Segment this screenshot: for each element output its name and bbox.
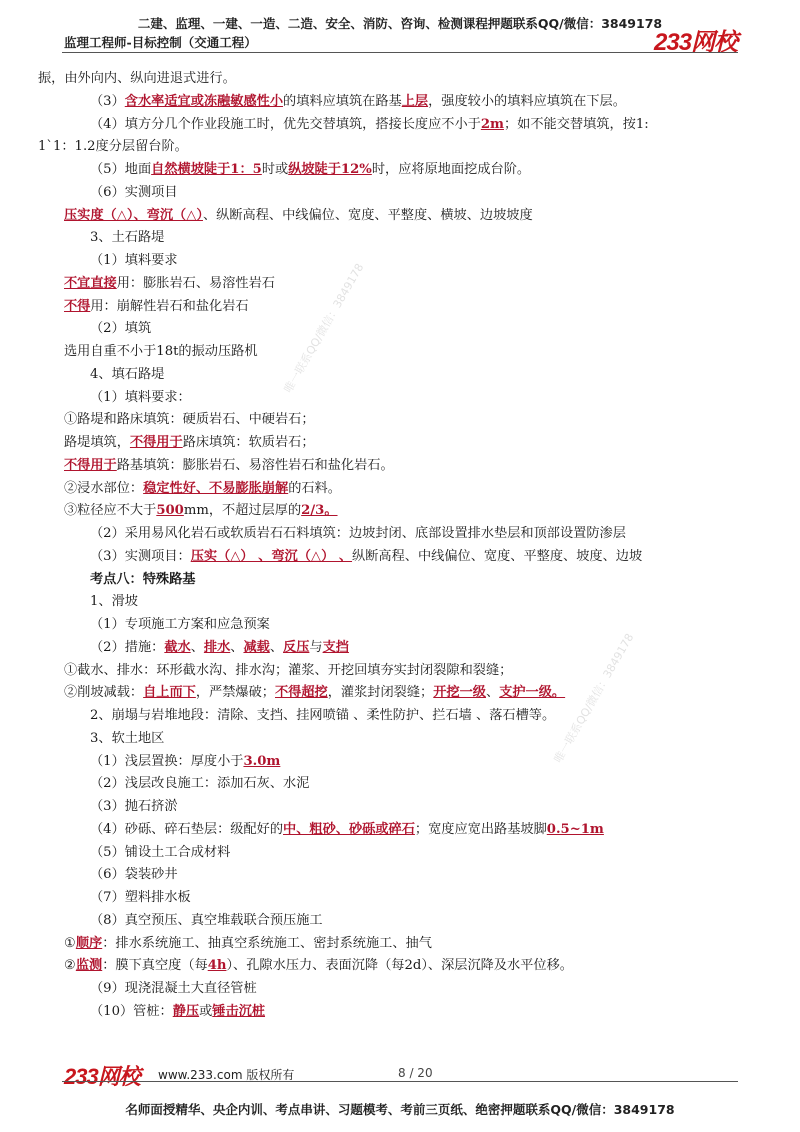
text-line: （2）填筑 <box>90 321 152 337</box>
text-line: （6）实测项目 <box>90 184 178 200</box>
text-line: （2）采用易风化岩石或软质岩石石料填筑：边坡封闭、底部设置排水垫层和顶部设置防渗层 <box>90 526 626 541</box>
highlight-text: 顺序 <box>75 935 103 951</box>
highlight-text: 2m <box>480 116 504 132</box>
highlight-text: 稳定性好、不易膨胀崩解 <box>143 480 289 496</box>
highlight-text: 反压 <box>283 639 310 655</box>
highlight-text: 不宜直接 <box>64 275 117 291</box>
text-line: ②监测：膜下真空度（每4h）、孔隙水压力、表面沉降（每2d）、深层沉降及水平位移。 <box>64 958 573 974</box>
highlight-text: 0.5~1m <box>546 821 604 837</box>
text-line: （1）填料要求： <box>90 389 191 405</box>
text-line: ①顺序：排水系统施工、抽真空系统施工、密封系统施工、抽气 <box>64 935 432 951</box>
highlight-text: 自上而下 <box>143 685 196 701</box>
page-header <box>0 0 800 60</box>
text-line: （6）袋装砂井 <box>90 867 178 883</box>
text-line: （5）地面自然横坡陡于1：5时或纵坡陡于12%时，应将原地面挖成台阶。 <box>90 162 531 177</box>
text-line: （2）浅层改良施工：添加石灰、水泥 <box>90 776 310 792</box>
text-line: ①截水、排水：环形截水沟、排水沟；灌浆、开挖回填夯实封闭裂隙和裂缝； <box>64 662 513 678</box>
text-line: （8）真空预压、真空堆载联合预压施工 <box>90 912 323 928</box>
text-line: （1）填料要求 <box>90 253 178 268</box>
highlight-text: 排水 <box>203 639 231 655</box>
highlight-text: 纵坡陡于12% <box>288 162 372 177</box>
text-line: ①路堤和路床填筑：硬质岩石、中硬岩石； <box>64 412 315 428</box>
highlight-text: 压实度（△）、弯沉（△） <box>64 207 203 223</box>
text-line: （5）铺设土工合成材料 <box>90 844 231 860</box>
section-heading: 2、崩塌与岩堆地段：清除、支挡、挂网喷锚 、柔性防护、拦石墙 、落石槽等。 <box>90 708 556 723</box>
highlight-text: 静压 <box>172 1003 200 1019</box>
section-heading: 1、滑坡 <box>90 594 138 610</box>
text-line: （2）措施：截水、排水、减载、反压与支挡 <box>90 639 349 655</box>
highlight-text: 中、粗砂、砂砾或碎石 <box>283 821 415 837</box>
text-line: 不得用于路基填筑：膨胀岩石、易溶性岩石和盐化岩石。 <box>64 457 394 473</box>
section-heading: 3、土石路堤 <box>90 230 165 246</box>
section-heading: 4、填石路堤 <box>90 366 165 382</box>
header-divider <box>62 52 738 53</box>
topic-heading: 考点八：特殊路基 <box>90 571 196 587</box>
text-line: （4）砂砾、碎石垫层：级配好的中、粗砂、砂砾或碎石；宽度应宽出路基坡脚0.5~1m <box>90 821 604 837</box>
text-line: 振，由外向内、纵向进退式进行。 <box>38 71 236 86</box>
copyright-text: www.233.com 版权所有 <box>158 1068 295 1082</box>
highlight-text: 4h <box>207 958 227 974</box>
highlight-text: 不得 <box>64 298 91 314</box>
text-line: （7）塑料排水板 <box>90 890 191 905</box>
section-heading: 3、软土地区 <box>90 730 165 746</box>
text-line: 不宜直接用：膨胀岩石、易溶性岩石 <box>64 275 275 291</box>
text-line: （4）填方分几个作业段施工时，优先交替填筑，搭接长度应不小于2m；如不能交替填筑，按1: <box>90 116 649 132</box>
text-line: 选用自重不小于18t的振动压路机 <box>64 344 258 359</box>
highlight-text: 减载 <box>243 639 270 655</box>
footer-promo: 名师面授精华、央企内训、考点串讲、习题模考、考前三页纸、绝密押题联系QQ/微信：3849178 <box>125 1102 675 1117</box>
highlight-text: 锤击沉桩 <box>212 1003 266 1019</box>
document-subtitle: 监理工程师-目标控制（交通工程） <box>64 35 257 50</box>
text-line: （1）专项施工方案和应急预案 <box>90 617 270 632</box>
text-line: （3）抛石挤淤 <box>90 799 178 814</box>
document-body <box>38 68 744 1024</box>
highlight-text: 监测 <box>75 958 103 974</box>
page-footer <box>0 1060 800 1132</box>
text-line: ②削坡减载：自上而下，严禁爆破；不得超挖，灌浆封闭裂缝；开挖一级、支护一级。 <box>64 685 566 701</box>
text-line: （1）浅层置换：厚度小于3.0m <box>90 753 281 769</box>
watermark: 唯一联系QQ/微信：3849178 <box>551 631 637 766</box>
text-line: 路堤填筑，不得用于路床填筑：软质岩石； <box>64 435 315 450</box>
highlight-text: 开挖一级 <box>433 685 486 701</box>
highlight-text: 2/3。 <box>301 503 338 519</box>
highlight-text: 3.0m <box>243 753 281 769</box>
footer-logo: 233网校 <box>64 1064 140 1089</box>
text-line: ③粒径应不大于500mm，不超过层厚的2/3。 <box>64 503 338 519</box>
highlight-text: 支挡 <box>322 639 349 655</box>
text-line: （9）现浇混凝土大直径管桩 <box>90 981 257 996</box>
highlight-text: 压实（△） 、弯沉（△） 、 <box>190 548 353 564</box>
brand-logo: 233网校 <box>654 29 738 56</box>
text-line: 1`1：1.2度分层留台阶。 <box>38 139 188 155</box>
text-line: 压实度（△）、弯沉（△）、纵断高程、中线偏位、宽度、平整度、横坡、边坡坡度 <box>64 207 533 223</box>
highlight-text: 不得用于 <box>129 435 183 450</box>
highlight-text: 不得超挖 <box>275 685 328 701</box>
watermark: 唯一联系QQ/微信：3849178 <box>281 261 367 396</box>
text-line: （3）含水率适宜或冻融敏感性小的填料应填筑在路基上层，强度较小的填料应填筑在下层。 <box>90 93 626 109</box>
highlight-text: 上层 <box>401 93 429 109</box>
text-line: （10）管桩：静压或锤击沉桩 <box>90 1003 266 1019</box>
text-line: （3）实测项目：压实（△） 、弯沉（△） 、纵断高程、中线偏位、宽度、平整度、坡度、边坡 <box>90 548 643 564</box>
highlight-text: 截水 <box>164 639 191 655</box>
highlight-text: 500 <box>156 503 184 519</box>
highlight-text: 支护一级。 <box>499 685 566 701</box>
highlight-text: 含水率适宜或冻融敏感性小 <box>124 93 284 109</box>
text-line: 不得用：崩解性岩石和盐化岩石 <box>64 298 249 314</box>
header-promo: 二建、监理、一建、一造、二造、安全、消防、咨询、检测课程押题联系QQ/微信：3849178 <box>137 16 663 31</box>
text-line: ②浸水部位：稳定性好、不易膨胀崩解的石料。 <box>64 480 341 496</box>
footer-divider <box>62 1081 738 1082</box>
page-number: 8 / 20 <box>398 1066 433 1080</box>
highlight-text: 自然横坡陡于1：5 <box>151 162 262 177</box>
highlight-text: 不得用于 <box>64 457 117 473</box>
